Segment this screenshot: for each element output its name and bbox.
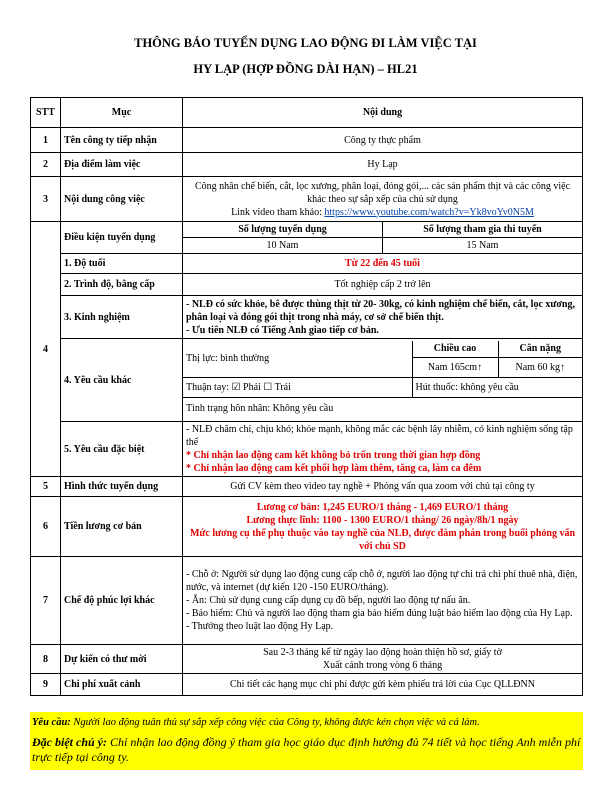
header-stt: STT [31,98,61,128]
header-muc: Mục [61,98,183,128]
row-label: Địa điểm làm việc [61,153,183,177]
benefit-1: - Chỗ ở: Người sử dụng lao động cung cấp chỗ ở, người lao động tự chi trả chi phí thuê nhà, điện, nước, và internet (dự kiến 120 -150 EURO/tháng). [186,569,578,593]
row-label: Chế độ phúc lợi khác [61,557,183,645]
row-label: 3. Kinh nghiệm [61,296,183,339]
special-line-3: * Chỉ nhận lao động cam kết phối hợp làm thêm, tăng ca, làm ca đêm [186,463,482,474]
salary-cell [183,497,583,557]
weight-header: Cân nặng [498,341,582,358]
row-label: Chi phí xuất cảnh [61,674,183,696]
benefit-4: - Thưởng theo luật lao động Hy Lạp. [186,621,334,632]
row-label: 4. Yêu cầu khác [61,339,183,422]
row-label: Tiền lương cơ bản [61,497,183,557]
candidates-value: 15 Nam [383,238,583,254]
other-requirements [183,339,583,422]
height-value: Nam 165cm↑ [412,358,498,378]
marital-value: Tình trạng hôn nhân: Không yêu cầu [183,398,582,420]
salary-line-3: Mức lương cụ thể phụ thuộc vào tay nghề của NLĐ, được đàm phán trong buổi phỏng vấn với chủ SD [189,527,576,552]
requirement-note [30,712,583,733]
row-number: 3 [31,177,61,222]
smoking-value: Hút thuốc: không yêu cầu [412,378,582,398]
vision-value: Thị lực: bình thường [183,341,412,378]
benefit-3: - Bảo hiểm: Chủ và người lao động tham gia bảo hiểm đúng luật bảo hiểm lao động của Hy Lạp. [186,608,573,619]
notes-block [30,712,583,770]
experience-line-2: - Ưu tiên NLĐ có Tiếng Anh giao tiếp cơ bản. [186,324,379,336]
invitation-line-2: Xuất cảnh trong vòng 6 tháng [322,660,443,671]
benefit-2: - Ăn: Chủ sử dụng cung cấp dụng cụ đồ bếp, người lao động tự nấu ăn. [186,595,471,606]
header-noidung: Nội dung [183,98,583,128]
experience-value [183,296,583,339]
location-value: Hy Lạp [183,153,583,177]
video-link[interactable]: https://www.youtube.com/watch?v=Yk8voYv0N5M [324,206,534,218]
recruitment-method: Gửi CV kèm theo video tay nghề + Phỏng vấn qua zoom với chủ tại công ty [183,477,583,497]
weight-value: Nam 60 kg↑ [498,358,582,378]
row-label: Tên công ty tiếp nhận [61,128,183,153]
row-label: Dự kiến có thư mời [61,645,183,674]
row-number: 1 [31,128,61,153]
row-label: Nội dung công việc [61,177,183,222]
link-label: Link video tham khảo: [231,206,325,218]
handedness-value: Thuận tay: ☑ Phải ☐ Trái [183,378,412,398]
education-value: Tốt nghiệp cấp 2 trở lên [183,274,583,296]
invitation-line-1: Sau 2-3 tháng kể từ ngày lao động hoàn thiện hồ sơ, giấy tờ [263,647,502,658]
special-note-text: Chỉ nhận lao động đồng ý tham gia học giáo dục định hướng đủ 74 tiết và học tiếng Anh miễn phí trực tiếp tại công ty. [32,735,581,764]
experience-line-1: - NLĐ có sức khỏe, bê được thùng thịt từ 20- 30kg, có kinh nghiệm chế biến, cắt, lọc xương, phân loại và đóng gói thịt trong nhà máy, cơ sở chế biến thịt. [186,298,575,323]
row-label: 2. Trình độ, bằng cấp [61,274,183,296]
row-label: 5. Yêu cầu đặc biệt [61,422,183,477]
company-value: Công ty thực phẩm [183,128,583,153]
candidates-header: Số lượng tham gia thi tuyển [383,222,583,238]
height-header: Chiều cao [412,341,498,358]
title-line-1: THÔNG BÁO TUYỂN DỤNG LAO ĐỘNG ĐI LÀM VIỆC TẠI [134,36,477,50]
row-number: 2 [31,153,61,177]
salary-line-1: Lương cơ bản: 1,245 EURO/1 tháng - 1,469 EURO/1 tháng [256,501,509,513]
departure-cost: Chi tiết các hạng mục chi phí được gửi kèm phiếu trả lời của Cục QLLĐNN [183,674,583,696]
row-number: 9 [31,674,61,696]
invitation-cell [183,645,583,674]
special-line-1: - NLĐ chăm chỉ, chịu khó; khỏe mạnh, không mắc các bệnh lây nhiễm, có kinh nghiệm sống tập thể [186,424,573,448]
row-number: 4 [31,222,61,477]
title-line-2: HY LẠP (HỢP ĐỒNG DÀI HẠN) – HL21 [193,62,418,76]
requirement-text: Người lao động tuân thủ sự sắp xếp công việc của Công ty, không được kén chọn việc và cá làm. [70,717,480,728]
row-label: Hình thức tuyển dụng [61,477,183,497]
requirement-label: Yêu cầu: [32,717,71,728]
row-label: Điều kiện tuyển dụng [61,222,183,254]
special-note-label: Đặc biệt chú ý: [32,735,107,749]
row-number: 6 [31,497,61,557]
salary-line-2: Lương thực lĩnh: 1100 - 1300 EURO/1 tháng/ 26 ngày/8h/1 ngày [246,514,519,526]
recruitment-table [30,97,583,696]
quantity-cell [183,222,583,254]
age-value: Từ 22 đến 45 tuổi [183,254,583,274]
special-note [30,733,583,770]
row-number: 5 [31,477,61,497]
benefits-cell [183,557,583,645]
job-text: Công nhân chế biến, cắt, lọc xương, phân loại, đóng gói,... các sản phẩm thịt và các công việc khác theo sự sắp xếp của chủ sử dụng [194,180,571,205]
job-description [183,177,583,222]
quantity-header: Số lượng tuyển dụng [183,222,383,238]
row-number: 7 [31,557,61,645]
quantity-value: 10 Nam [183,238,383,254]
special-line-2: * Chỉ nhận lao động cam kết không bỏ trốn trong thời gian hợp đồng [186,450,481,461]
row-label: 1. Độ tuổi [61,254,183,274]
row-number: 8 [31,645,61,674]
special-requirements [183,422,583,477]
